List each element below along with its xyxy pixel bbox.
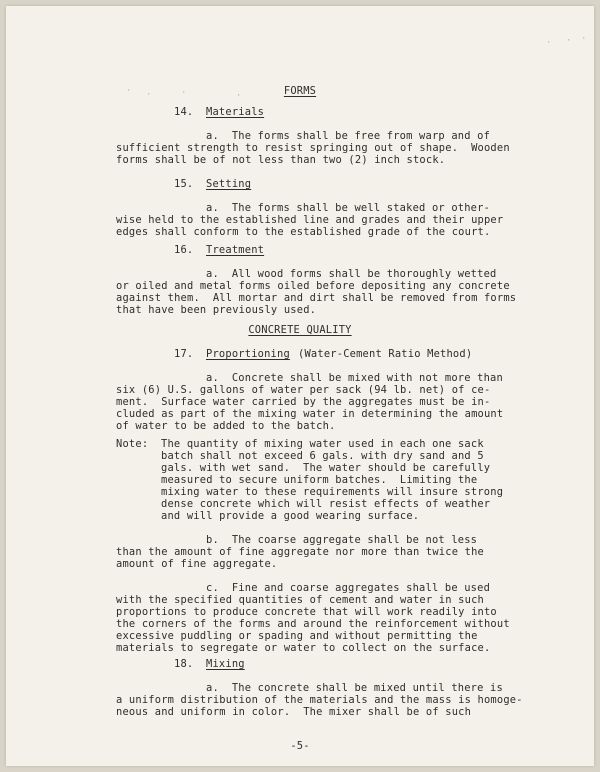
section-17-title: Proportioning <box>206 348 290 360</box>
paragraph-line: of water to be added to the batch. <box>116 420 336 432</box>
paragraph-line: that have been previously used. <box>116 304 317 316</box>
section-17-number: 17. <box>174 348 194 360</box>
paragraph-line: b. The coarse aggregate shall be not less <box>206 534 478 546</box>
paragraph-line: amount of fine aggregate. <box>116 558 278 570</box>
section-17-method: (Water-Cement Ratio Method) <box>298 348 473 360</box>
paragraph-line: materials to segregate or water to collect on the surface. <box>116 642 491 654</box>
section-heading-forms: FORMS <box>283 85 317 97</box>
paragraph-line: a. The forms shall be well staked or other- <box>206 202 491 214</box>
note-label: Note: <box>116 438 149 450</box>
paragraph-line: excessive puddling or spading and without permitting the <box>116 630 478 642</box>
paper-speck: · <box>181 88 187 98</box>
paper-speck: · <box>546 38 552 48</box>
note-line: gals. with wet sand. The water should be carefully <box>161 462 491 474</box>
note-line: mixing water to these requirements will insure strong <box>161 486 504 498</box>
paragraph-line: or oiled and metal forms oiled before depositing any concrete <box>116 280 510 292</box>
section-14-title: Materials <box>206 106 265 118</box>
paragraph-line: a. All wood forms shall be thoroughly wetted <box>206 268 497 280</box>
paragraph-line: edges shall conform to the established grade of the court. <box>116 226 491 238</box>
page-number: -5- <box>290 740 310 752</box>
paper-speck: · <box>566 36 572 46</box>
paragraph-line: the corners of the forms and around the reinforcement without <box>116 618 510 630</box>
section-16-title: Treatment <box>206 244 265 256</box>
paragraph-line: proportions to produce concrete that will work readily into <box>116 606 497 618</box>
paper-speck: · <box>146 90 152 100</box>
paragraph-line: ment. Surface water carried by the aggregates must be in- <box>116 396 491 408</box>
paragraph-line: than the amount of fine aggregate nor more than twice the <box>116 546 484 558</box>
section-heading-concrete-quality: CONCRETE QUALITY <box>248 324 352 336</box>
paper-speck: · <box>581 34 587 44</box>
paragraph-line: six (6) U.S. gallons of water per sack (94 lb. net) of ce- <box>116 384 491 396</box>
note-line: dense concrete which will resist effects of weather <box>161 498 491 510</box>
paragraph-line: with the specified quantities of cement and water in such <box>116 594 484 606</box>
paragraph-line: against them. All mortar and dirt shall be removed from forms <box>116 292 517 304</box>
paper-speck: · <box>126 86 132 96</box>
paragraph-line: c. Fine and coarse aggregates shall be used <box>206 582 491 594</box>
paper-speck: · <box>236 91 242 101</box>
paragraph-line: forms shall be of not less than two (2) inch stock. <box>116 154 446 166</box>
note-line: measured to secure uniform batches. Limiting the <box>161 474 478 486</box>
section-15-title: Setting <box>206 178 252 190</box>
note-line: The quantity of mixing water used in each one sack <box>161 438 484 450</box>
paragraph-line: a. The concrete shall be mixed until there is <box>206 682 503 694</box>
note-line: batch shall not exceed 6 gals. with dry sand and 5 <box>161 450 484 462</box>
paragraph-line: a uniform distribution of the materials and the mass is homoge- <box>116 694 523 706</box>
paragraph-line: sufficient strength to resist springing out of shape. Wooden <box>116 142 510 154</box>
paragraph-line: wise held to the established line and grades and their upper <box>116 214 504 226</box>
note-line: and will provide a good wearing surface. <box>161 510 420 522</box>
section-16-number: 16. <box>174 244 194 256</box>
section-14-number: 14. <box>174 106 194 118</box>
paragraph-line: a. Concrete shall be mixed with not more than <box>206 372 503 384</box>
document-page <box>6 6 594 766</box>
paragraph-line: a. The forms shall be free from warp and of <box>206 130 491 142</box>
paragraph-line: cluded as part of the mixing water in determining the amount <box>116 408 504 420</box>
section-18-title: Mixing <box>206 658 245 670</box>
section-18-number: 18. <box>174 658 194 670</box>
section-15-number: 15. <box>174 178 194 190</box>
paragraph-line: neous and uniform in color. The mixer shall be of such <box>116 706 472 718</box>
